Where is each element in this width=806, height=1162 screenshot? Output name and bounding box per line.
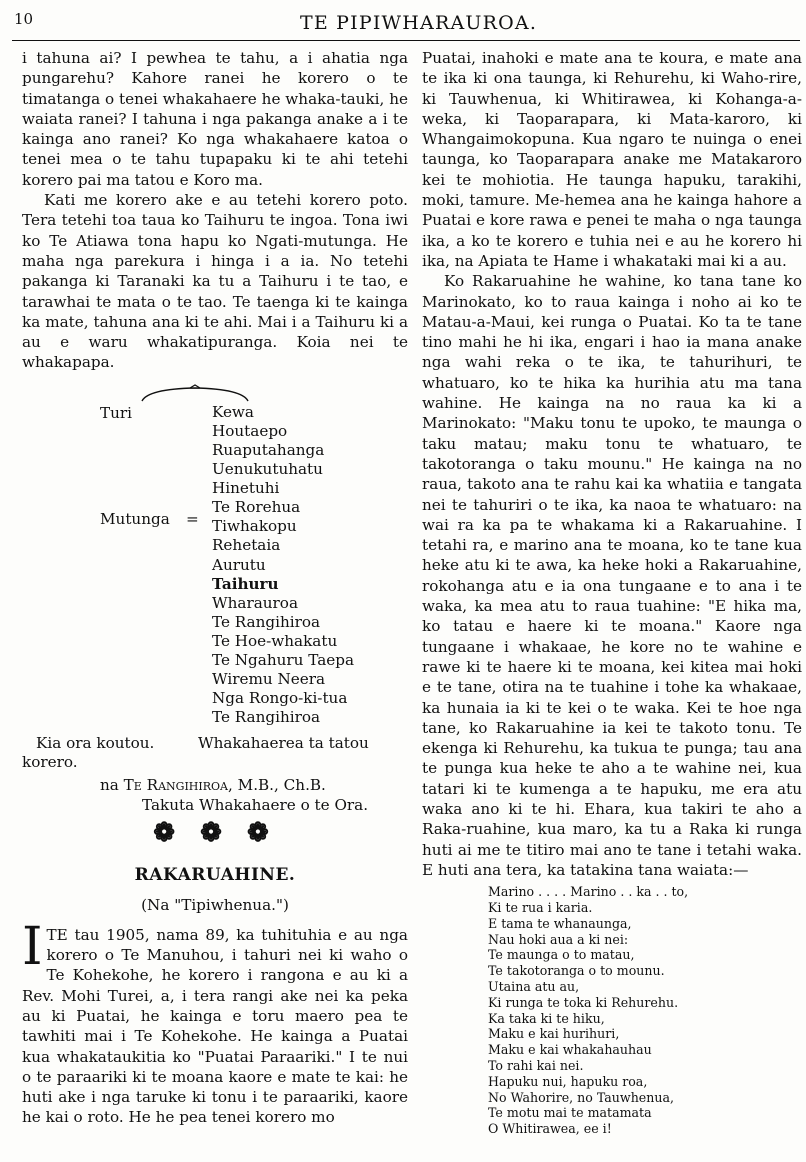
poem-line: Maku e kai whakahauhau (488, 1042, 652, 1058)
header-rule (12, 40, 800, 41)
genealogy-name: Uenukutuhatu (212, 460, 323, 479)
genealogy-name: Kewa (212, 402, 254, 421)
genealogy-name: Te Rangihiroa (212, 612, 321, 631)
poem-line: Hapuku nui, hapuku roa, (488, 1073, 648, 1089)
genealogy-name: Aurutu (212, 555, 266, 574)
drop-cap: I (22, 916, 43, 977)
running-title: TE PIPIWHARAUROA. (300, 12, 538, 34)
genealogy-table (22, 385, 408, 733)
signature-degrees: , M.B., Ch.B. (227, 775, 326, 794)
poem-line: To rahi kai nei. (488, 1057, 584, 1073)
poem-line: Te maunga o to matau, (488, 947, 635, 963)
genealogy-name: Hinetuhi (212, 479, 280, 498)
story-byline: (Na "Tipiwhenua.") (141, 895, 289, 914)
left-paragraph-1: i tahuna ai? I pewhea te tahu, a i ahatia nga pungarehu? Kahore ranei he korero o te timatanga o tenei whakahaere he whaka-tauki, he waiata ranei? I tahuna i nga pakanga anake a i te kainga ano ranei? Ko nga whakahaere katoa o tenei mea o te tahu tupapaku ki te ahi tetehi korero pai ma tatou e Koro ma. (22, 49, 408, 189)
genealogy-name: Te Hoe-whakatu (212, 631, 338, 650)
right-column (422, 48, 802, 1137)
right-paragraph-2: Ko Rakaruahine he wahine, ko tana tane ko Marinokato, ko to raua kainga i noho ai ko te Matau-a-Maui, kei runga o Puatai. Ko ta te tane tino mahi he hi ika, engari i hao ia mana anake nga wahi reka o te ika, te tahurihuri, te whatuaro, ko te hika ka hurihia atu ma tana wahine. He kainga na no raua ka ki a Marinokato: "Maku tonu te upoko, te maunga o taku matau; maku tonu te whatuaro, te takotoranga o taku mounu." He kainga na no raua, takoto ana te rahu kai ka whatiia e tangata nei te tahuriri o te ika, ka naoa te whatuaro: na wai ra ka pa te whakama ki a Rakaruahine. I tetahi ra, e marino ana te moana, ko te tane kua heke atu ki te awa, ka heke hoki a Rakaruahine, rokohanga atu e ia ona tungaane e to ana i te waka, ka mea atu to raua tuahine: "E hika ma, ko tatau e haere ki te moana." Kaore nga tungaane i whakaae, he kore no te wahine e rawe ki te haere ki te moana, kei kitea mai hoki e te tane, otira na te tuahine i tohe ka whakaae, ka hunaia ia ki te kei o te waka. Kei te hoe nga tane, ko Rakaruahine ia kei te takoto tonu. Te ekenga ki Rehurehu, ka tukua te punga; tau ana te punga kua heke te aho a te wahine nei, kua tatari ki te kumenga a te hapuku, me era atu waka ano ki te hi. Ehara, kua takiri te aho a Raka-ruahine, kua maro, ka tu a Raka ki runga huti ai me te titiro mai ano te tane i tetahi waka. E huti ana tera, ka tatakina tana waiata:— (422, 272, 802, 879)
page-header (0, 6, 806, 42)
left-paragraph-2: Kati me korero ake e au tetehi korero poto. Tera tetehi toa taua ko Taihuru te ingoa. Tona iwi ko Te Atiawa tona hapu ko Ngati-mutunga. He maha nga parekura i hinga i a ia. No tetehi pakanga ki Taranaki ka tu a Taihuru i te tao, e tarawhai te mata o te tao. Te taenga ki te kainga ka mate, tahuna ana ki te ahi. Mai i a Taihuru ki a au e waru whakatipuranga. Koia nei te whakapapa. (22, 191, 408, 372)
signature-prefix: na (100, 775, 119, 794)
poem-line: O Whitirawea, ee i! (488, 1121, 612, 1137)
closing-korero: korero. (22, 752, 78, 771)
poem-line: Te takotoranga o to mounu. (488, 963, 665, 979)
waiata-poem (488, 884, 802, 1137)
signature-role: Takuta Whakahaere o te Ora. (142, 795, 369, 814)
genealogy-name: Rehetaia (212, 536, 281, 555)
closing-whakahaerea: Whakahaerea ta tatou (198, 733, 369, 752)
genealogy-name-highlighted: Taihuru (212, 574, 279, 593)
poem-line: Te motu mai te matamata (488, 1105, 652, 1121)
left-column (22, 48, 408, 1128)
genealogy-turi: Turi (100, 403, 133, 422)
genealogy-name: Te Rangihiroa (212, 708, 321, 727)
poem-line: Utaina atu au, (488, 978, 580, 994)
genealogy-name: Houtaepo (212, 421, 288, 440)
closing-lines (22, 733, 408, 771)
poem-line: Marino . . . . Marino . . ka . . to, (488, 884, 689, 900)
genealogy-equals: = (186, 509, 199, 528)
genealogy-name: Tiwhakopu (212, 517, 297, 536)
genealogy-names (212, 403, 354, 728)
genealogy-name: Ruaputahanga (212, 440, 325, 459)
genealogy-name: Te Ngahuru Taepa (212, 650, 355, 669)
story-paragraph-1: TE tau 1905, nama 89, ka tuhituhia e au nga korero o Te Manuhou, i tahuri nei ki waho o Te Kohekohe, he korero i rangona e au ki a Rev. Mohi Turei, a, i tera rangi ake nei ka peka au ki Puatai, he kainga e toru maero pea te tawhiti mai i Te Kohekohe. He kainga a Puatai kua whakataukitia ko "Puatai Paraariki." I te nui o te paraariki ki te moana kaore e mate te kai: he huti ake i nga taruke ki tonu i te paraariki, kaore he kai o roto. He he pea tenei korero mo (22, 925, 408, 1127)
closing-kia-ora: Kia ora koutou. (36, 733, 155, 752)
page-number: 10 (14, 10, 34, 28)
genealogy-mutunga: Mutunga (100, 509, 170, 528)
poem-line: Ka taka ki te hiku, (488, 1010, 605, 1026)
right-paragraph-1: Puatai, inahoki e mate ana te koura, e mate ana te ika ki ona taunga, ki Rehurehu, ki Waho-rire, ki Tauwhenua, ki Whitirawea, ki Kohanga-a-weka, ki Taoparapara, ki Mata-karoro, ki Whangaimokopuna. Kua ngaro te nuinga o enei taunga, ko Taoparapara anake me Matakaroro kei te mohiotia. He taunga hapuku, tarakihi, moki, tamure. Me-hemea ana he kainga hahore a Puatai e kore rawa e penei te maha o nga taunga ika, a ko te korero e tuhia nei e au he korero hi ika, na Apiata te Hame i whakataki mai ki a au. (422, 49, 802, 270)
ornament-divider-icon: ❁ ❁ ❁ (153, 817, 277, 848)
genealogy-name: Te Rorehua (212, 498, 301, 517)
genealogy-name: Nga Rongo-ki-tua (212, 689, 348, 708)
poem-line: Ki runga te toka ki Rehurehu. (488, 994, 679, 1010)
genealogy-name: Wharauroa (212, 593, 299, 612)
poem-line: E tama te whanaunga, (488, 915, 632, 931)
signature (22, 775, 408, 815)
poem-line: Nau hoki aua a ki nei: (488, 931, 629, 947)
poem-line: Ki te rua i karia. (488, 899, 593, 915)
story-opening (22, 916, 408, 1128)
genealogy-brace (140, 385, 250, 403)
genealogy-name: Wiremu Neera (212, 670, 326, 689)
signature-name: Te Rangihiroa (123, 775, 228, 794)
poem-line: No Wahorire, no Tauwhenua, (488, 1089, 674, 1105)
story-title: RAKARUAHINE. (134, 864, 296, 885)
poem-line: Maku e kai hurihuri, (488, 1026, 620, 1042)
